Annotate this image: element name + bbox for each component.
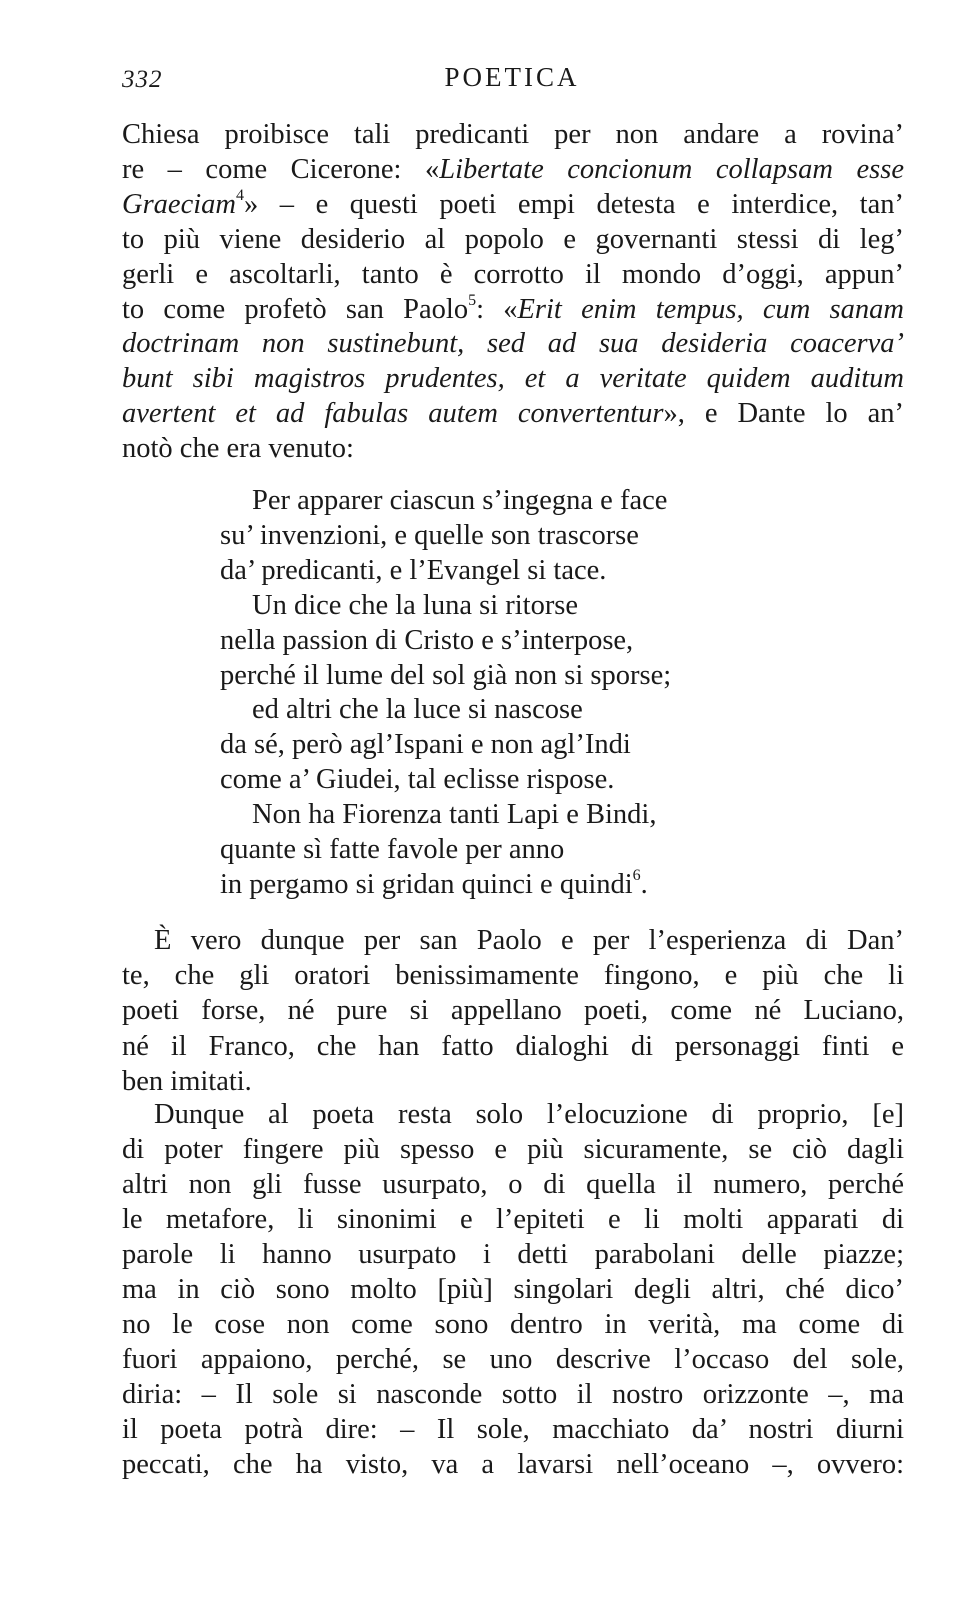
text-run: ben imitati.	[122, 1065, 252, 1097]
text-line	[122, 1133, 904, 1167]
text-line	[122, 432, 904, 466]
verse-line	[252, 693, 583, 727]
verse-line	[220, 554, 606, 588]
text-line	[122, 1168, 904, 1202]
text-line	[122, 118, 904, 152]
text-line	[122, 223, 904, 257]
text-run: to più viene desiderio al popolo e governanti stessi di legʼ	[122, 223, 904, 255]
text-run: da’ predicanti, e l’Evangel si tace.	[220, 554, 607, 586]
page-header	[122, 62, 902, 102]
text-run: fuori appaiono, perché, se uno descrive l’occaso del sole,	[122, 1344, 904, 1375]
verse-line	[252, 484, 667, 518]
text-run: diria: – Il sole si nasconde sotto il nostro orizzonte –, ma	[122, 1379, 904, 1410]
italic-text: doctrinam non sustinebunt, sed ad sua desideria coacervaʼ	[122, 328, 904, 360]
text-line	[122, 188, 904, 222]
text-run: te, che gli oratori benissimamente fingono, e più che li	[122, 960, 904, 992]
text-line	[122, 1273, 904, 1307]
text-run: come a’ Giudei, tal eclisse rispose.	[220, 764, 615, 796]
text-line	[122, 1448, 904, 1482]
verse-line	[220, 763, 614, 797]
text-run: altri non gli fusse usurpato, o di quella il numero, perché	[122, 1169, 904, 1200]
text-run: su’ invenzioni, e quelle son trascorse	[220, 519, 639, 551]
verse-line	[252, 589, 578, 623]
running-title: POETICA	[444, 62, 580, 92]
text-run: to come profetò san Paolo	[122, 293, 469, 325]
text-line	[122, 994, 904, 1028]
italic-text: bunt sibi magistros prudentes, et a veritate quidem auditum	[122, 363, 904, 395]
verse-line	[220, 659, 671, 693]
verse-line	[220, 833, 564, 867]
text-line	[154, 924, 904, 958]
text-run: gerli e ascoltarli, tanto è corrotto il mondo d’oggi, appunʼ	[122, 258, 904, 290]
text-run: È vero dunque per san Paolo e per l’esperienza di Danʼ	[154, 925, 904, 956]
text-run: peccati, che ha visto, va a lavarsi nell’oceano –, ovvero:	[122, 1449, 904, 1480]
text-run: quante sì fatte favole per anno	[220, 834, 565, 865]
text-run: Dunque al poeta resta solo l’elocuzione di proprio, [e]	[154, 1099, 904, 1130]
text-line	[122, 153, 904, 187]
text-run: nella passion di Cristo e s’interpose,	[220, 624, 634, 656]
page-number: 332	[122, 66, 163, 93]
text-run: .	[640, 868, 648, 900]
verse-line	[220, 728, 631, 762]
text-run: le metafore, li sinonimi e l’epiteti e li molti apparati di	[122, 1204, 904, 1235]
verse-line	[220, 519, 639, 553]
text-run: Chiesa proibisce tali predicanti per non andare a rovinaʼ	[122, 119, 904, 150]
text-line	[122, 362, 904, 396]
text-run: notò che era venuto:	[122, 433, 354, 465]
text-run: in pergamo si gridan quinci e quindi	[220, 868, 633, 900]
text-run: re – come Cicerone: «	[122, 153, 440, 185]
text-run: » – e questi poeti empi detesta e interdice, tanʼ	[243, 188, 904, 220]
italic-text: Libertate concionum collapsam esse	[439, 153, 904, 185]
text-run: Non ha Fiorenza tanti Lapi e Bindi,	[252, 799, 657, 831]
text-line	[122, 1065, 904, 1099]
italic-text: Erit enim tempus, cum sanam	[517, 293, 904, 325]
text-line	[122, 1030, 904, 1064]
text-line	[122, 327, 904, 361]
text-line	[122, 1378, 904, 1412]
footnote-marker: 5	[468, 292, 477, 309]
text-line	[154, 1098, 904, 1132]
text-run: poeti forse, né pure si appellano poeti, come né Luciano,	[122, 995, 904, 1027]
text-run: », e Dante lo anʼ	[663, 398, 904, 430]
footnote-marker: 4	[235, 187, 244, 205]
text-run: il poeta potrà dire: – Il sole, macchiato da’ nostri diurni	[122, 1414, 904, 1445]
text-run: ma in ciò sono molto [più] singolari degli altri, ché dicoʼ	[122, 1274, 904, 1305]
text-line	[122, 1308, 904, 1342]
text-line	[122, 959, 904, 993]
text-line	[122, 1343, 904, 1377]
text-line	[122, 293, 904, 327]
text-run: da sé, però agl’Ispani e non agl’Indi	[220, 729, 631, 761]
text-run: no le cose non come sono dentro in verità, ma come di	[122, 1309, 904, 1340]
text-run: di poter fingere più spesso e più sicuramente, se ciò dagli	[122, 1134, 904, 1165]
text-run: ed altri che la luce si nascose	[252, 694, 583, 726]
text-run: : «	[476, 293, 518, 325]
text-line	[122, 1413, 904, 1447]
text-run: perché il lume del sol già non si sporse;	[220, 659, 672, 691]
text-line	[122, 1203, 904, 1237]
footnote-marker: 6	[632, 867, 641, 885]
text-line	[122, 258, 904, 292]
italic-text: avertent et ad fabulas autem convertentur	[122, 398, 664, 430]
text-run: Per apparer ciascun s’ingegna e face	[252, 485, 668, 516]
text-line	[122, 1238, 904, 1272]
text-line	[122, 397, 904, 431]
verse-line	[252, 798, 656, 832]
italic-text: Graeciam	[122, 188, 236, 220]
verse-line	[220, 868, 648, 902]
text-run: parole li hanno usurpato i detti parabolani delle piazze;	[122, 1239, 904, 1270]
text-run: né il Franco, che han fatto dialoghi di personaggi finti e	[122, 1030, 904, 1062]
verse-line	[220, 624, 633, 658]
text-run: Un dice che la luna si ritorse	[252, 589, 579, 621]
